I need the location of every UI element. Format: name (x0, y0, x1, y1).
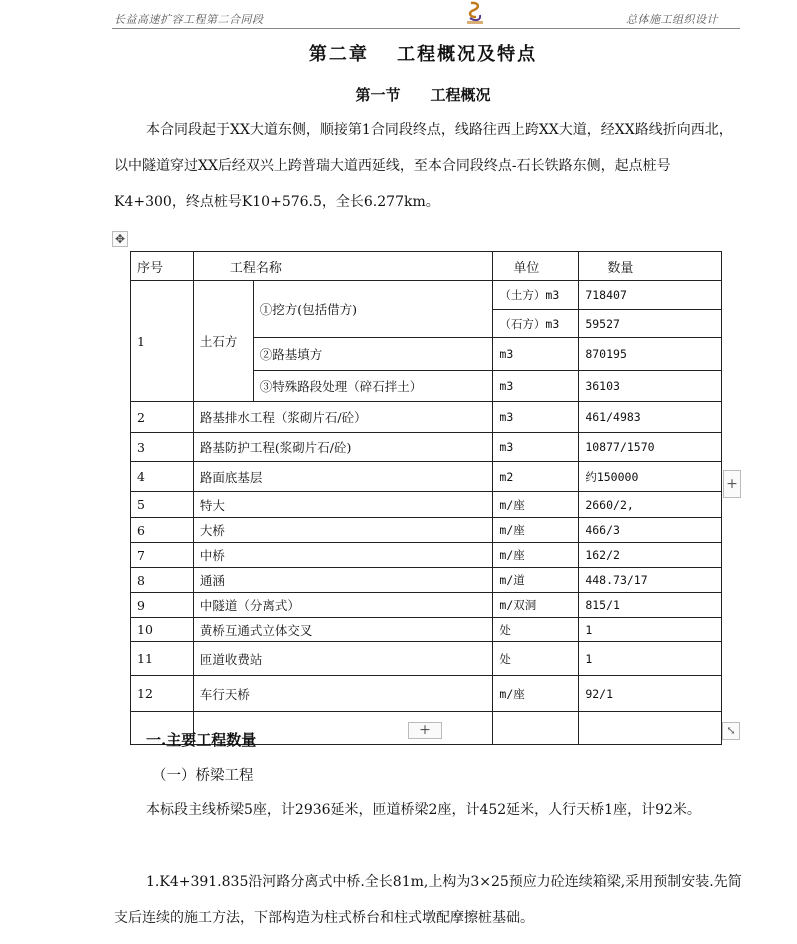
cell-qty: 718407 (579, 281, 722, 310)
cell-name: 通涵 (193, 568, 493, 593)
cell-no: 9 (131, 593, 194, 618)
table-row (131, 402, 722, 433)
cell-unit: m3 (493, 433, 579, 462)
table-row (131, 433, 722, 462)
header-unit: 单位 (493, 252, 579, 281)
cell-qty: 59527 (579, 310, 722, 338)
cell-no: 11 (131, 642, 194, 676)
cell-unit: m/道 (493, 568, 579, 593)
cell-no: 3 (131, 433, 194, 462)
cell-name: 特大 (193, 492, 493, 518)
cell-unit: m3 (493, 338, 579, 371)
cell-no: 4 (131, 462, 194, 492)
cell-qty: 36103 (579, 371, 722, 402)
quantities-table (130, 251, 722, 745)
cell-unit: 处 (493, 642, 579, 676)
cell-name: ②路基填方 (253, 338, 493, 371)
table-row (131, 281, 722, 310)
cell-qty: 815/1 (579, 593, 722, 618)
cell-unit: （土方）m3 (493, 281, 579, 310)
company-logo (462, 0, 488, 26)
cell-qty: 10877/1570 (579, 433, 722, 462)
cell-no: 10 (131, 618, 194, 642)
cell-qty: 162/2 (579, 543, 722, 568)
table-move-handle-icon[interactable]: ✥ (112, 231, 128, 247)
table-resize-icon[interactable]: ⤡ (722, 722, 740, 740)
cell-unit: m3 (493, 371, 579, 402)
cell-unit: 处 (493, 618, 579, 642)
cell-name: 路基防护工程(浆砌片石/砼) (193, 433, 493, 462)
k4-bridge-paragraph: 1.K4+391.835沿河路分离式中桥.全长81m,上构为3×25预应力砼连续箱梁,采用预制安装.先简支后连续的施工方法，下部构造为柱式桥台和柱式墩配摩擦桩基础。 (114, 874, 742, 926)
cell-unit: m/座 (493, 492, 579, 518)
cell-qty: 1 (579, 618, 722, 642)
table-row (131, 642, 722, 676)
cell-no: 7 (131, 543, 194, 568)
cell-qty: 约150000 (579, 462, 722, 492)
bridge-paragraph: 本标段主线桥梁5座，计2936延米，匝道桥梁2座，计452延米，人行天桥1座，计92米。 (146, 802, 701, 818)
cell-name: 大桥 (193, 518, 493, 543)
table-row (131, 462, 722, 492)
table-row (131, 518, 722, 543)
table-row (131, 543, 722, 568)
heading-bridge-works: （一）桥梁工程 (152, 768, 254, 784)
cell-unit: m/双洞 (493, 593, 579, 618)
cell-name: 路面底基层 (193, 462, 493, 492)
cell-unit (493, 712, 579, 745)
add-column-button[interactable]: + (723, 470, 741, 498)
cell-name: 路基排水工程（浆砌片石/砼） (193, 402, 493, 433)
table-row (131, 593, 722, 618)
header-name: 工程名称 (193, 252, 493, 281)
section-title: 第一节 工程概况 (355, 86, 491, 104)
cell-qty: 448.73/17 (579, 568, 722, 593)
cell-qty: 1 (579, 642, 722, 676)
cell-unit: m/座 (493, 676, 579, 712)
header-qty: 数量 (579, 252, 722, 281)
cell-no: 2 (131, 402, 194, 433)
cell-category: 土石方 (193, 281, 253, 402)
cell-unit: m3 (493, 402, 579, 433)
cell-qty: 870195 (579, 338, 722, 371)
cell-unit: （石方）m3 (493, 310, 579, 338)
table-row (131, 618, 722, 642)
cell-no: 6 (131, 518, 194, 543)
cell-no: 8 (131, 568, 194, 593)
cell-unit: m/座 (493, 543, 579, 568)
cell-qty: 2660/2, (579, 492, 722, 518)
cell-name: 中隧道（分离式） (193, 593, 493, 618)
cell-name: ③特殊路段处理（碎石拌土） (253, 371, 493, 402)
header-rule (112, 28, 740, 29)
table-row (131, 568, 722, 593)
cell-no: 12 (131, 676, 194, 712)
cell-no: 5 (131, 492, 194, 518)
header-no: 序号 (131, 252, 194, 281)
page-header-right: 总体施工组织设计 (626, 13, 718, 26)
table-row (131, 676, 722, 712)
page-header-left: 长益高速扩容工程第二合同段 (114, 13, 264, 26)
cell-no: 1 (131, 281, 194, 402)
chapter-title: 第二章 工程概况及特点 (308, 44, 538, 65)
cell-name: 车行天桥 (193, 676, 493, 712)
cell-qty: 466/3 (579, 518, 722, 543)
cell-unit: m2 (493, 462, 579, 492)
cell-qty (579, 712, 722, 745)
cell-qty: 461/4983 (579, 402, 722, 433)
cell-qty: 92/1 (579, 676, 722, 712)
cell-name: 中桥 (193, 543, 493, 568)
intro-paragraph: 本合同段起于XX大道东侧，顺接第1合同段终点，线路往西上跨XX大道，经XX路线折向西北，以中隧道穿过XX后经双兴上跨普瑞大道西延线，至本合同段终点-石长铁路东侧，起点桩号K4+300，终点桩号K10+576.5，全长6.277km。 (114, 122, 733, 210)
cell-name: 匝道收费站 (193, 642, 493, 676)
cell-excavation: ①挖方(包括借方) (253, 281, 493, 338)
cell-unit: m/座 (493, 518, 579, 543)
cell-name: 黄桥互通式立体交叉 (193, 618, 493, 642)
table-header-row (131, 252, 722, 281)
table-row (131, 492, 722, 518)
heading-main-quantities: 一.主要工程数量 (146, 731, 257, 749)
add-row-button[interactable]: + (408, 722, 442, 739)
